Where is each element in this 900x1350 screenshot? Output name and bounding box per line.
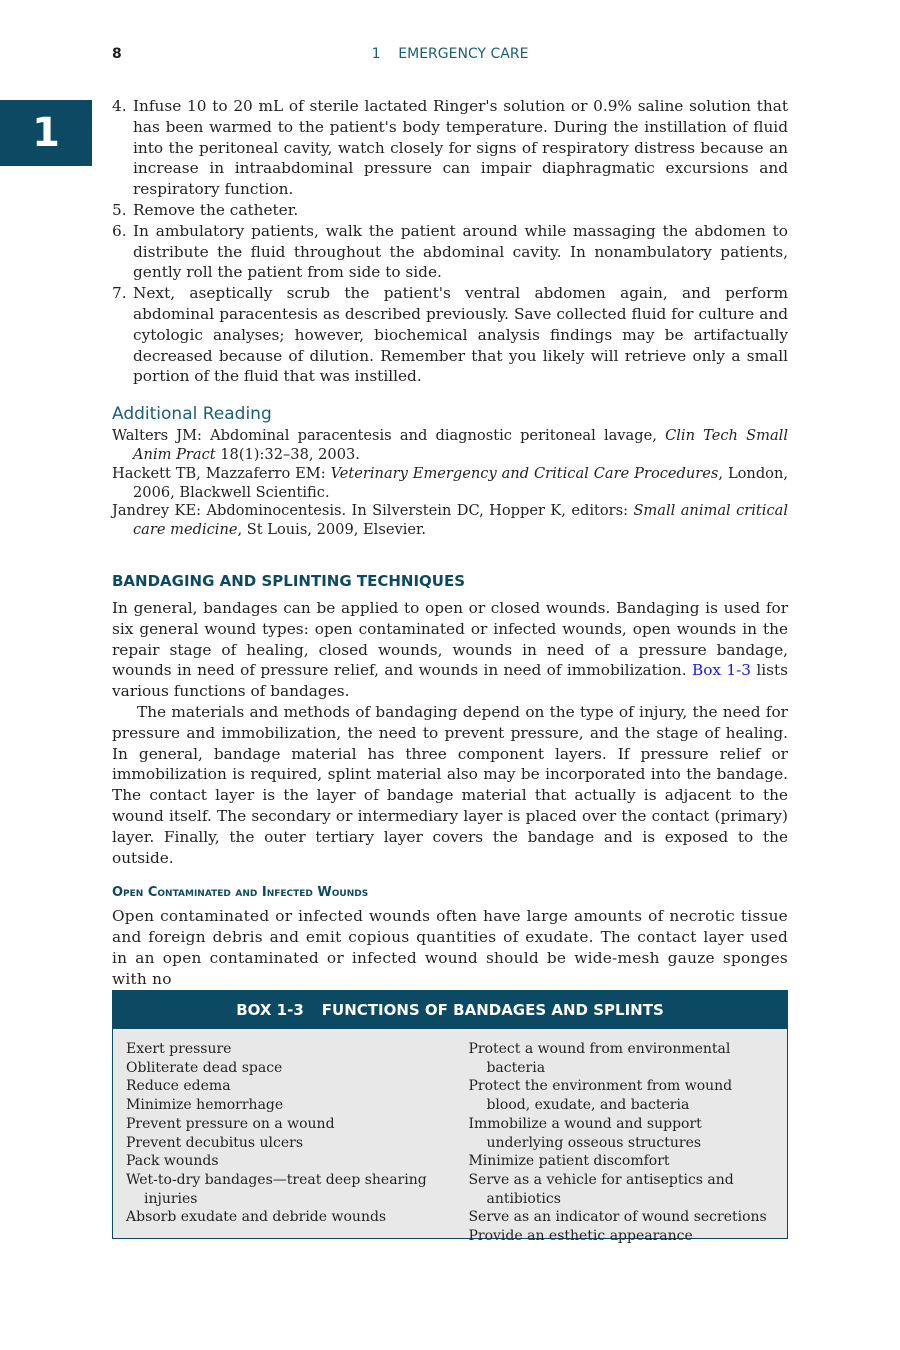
list-item (112, 283, 788, 387)
main-content (112, 96, 788, 989)
reference-text: Jandrey KE: Abdominocentesis. In Silverstein DC, Hopper K, editors: (112, 502, 634, 520)
step-number: 7. (112, 284, 127, 303)
reference-text: Walters JM: Abdominal paracentesis and diagnostic peritoneal lavage, (112, 427, 666, 445)
step-text: Remove the catheter. (133, 200, 299, 219)
paragraph-text: In general, bandages can be applied to open or closed wounds. Bandaging is used for six general wound types: open contaminated or infected wounds, open wounds in the repair stage of healing, closed wounds, wounds in need of a pressure bandage, wounds in need of pressure relief, and wounds in need of immobilization. (112, 598, 788, 680)
reference-item (112, 427, 788, 465)
paragraph (112, 598, 788, 702)
list-item: Immobilize a wound and support underlying osseous structures (468, 1115, 702, 1151)
box-columns (113, 1029, 787, 1246)
list-item: Provide an esthetic appearance (468, 1228, 693, 1245)
list-item: Pack wounds (126, 1153, 219, 1170)
reference-source: Veterinary Emergency and Critical Care Procedures (330, 464, 719, 482)
step-text: In ambulatory patients, walk the patient around while massaging the abdomen to distribute the fluid throughout the abdominal cavity. In nonambulatory patients, gently roll the patient from side to side. (133, 221, 788, 282)
list-item: Obliterate dead space (126, 1059, 283, 1076)
reference-source: Small animal critical care medicine (133, 502, 788, 539)
info-box (112, 990, 788, 1245)
list-item (112, 96, 788, 200)
box-link[interactable]: Box 1-3 (691, 661, 752, 680)
list-item: Exert pressure (126, 1041, 232, 1057)
box-list-left (126, 1040, 468, 1246)
list-item: Reduce edema (126, 1078, 231, 1095)
step-number: 5. (112, 200, 127, 219)
list-item: Minimize hemorrhage (126, 1097, 284, 1114)
chapter-tab: 1 (0, 100, 92, 166)
reference-item (112, 502, 788, 540)
paragraph: Open contaminated or infected wounds often have large amounts of necrotic tissue and foreign debris and emit copious quantities of exudate. The contact layer used in an open contaminated or infected wound should be wide-mesh gauze sponges with no (112, 907, 788, 988)
additional-reading-heading: Additional Reading (112, 404, 272, 425)
list-item (112, 200, 788, 221)
list-item: Protect the environment from wound blood, exudate, and bacteria (468, 1078, 733, 1114)
box-title: FUNCTIONS OF BANDAGES AND SPLINTS (321, 1001, 664, 1019)
procedure-steps (112, 96, 788, 387)
reference-text: Hackett TB, Mazzaferro EM: (112, 464, 331, 482)
list-item: Protect a wound from environmental bacteria (468, 1041, 731, 1076)
running-head: 1 EMERGENCY CARE (371, 46, 529, 62)
box-header (113, 991, 787, 1029)
list-item: Minimize patient discomfort (468, 1153, 670, 1170)
list-item (112, 221, 788, 283)
reference-text: , London, 2006, Blackwell Scientific. (133, 464, 788, 501)
step-number: 4. (112, 97, 127, 115)
subsection-heading: Open Contaminated and Infected Wounds (112, 885, 369, 901)
reference-text: , St Louis, 2009, Elsevier. (237, 521, 427, 539)
list-item: Serve as a vehicle for antiseptics and antibiotics (468, 1171, 734, 1207)
reference-list (112, 427, 788, 540)
step-text: Infuse 10 to 20 mL of sterile lactated Ringer's solution or 0.9% saline solution that has been warmed to the patient's body temperature. During the instillation of fluid into the peritoneal cavity, watch closely for signs of respiratory distress because an increase in intraabdominal pressure can impair diaphragmatic excursions and respiratory function. (133, 97, 788, 199)
step-number: 6. (112, 221, 127, 240)
reference-text: 18(1):32–38, 2003. (215, 445, 360, 463)
page-number: 8 (112, 46, 122, 62)
section-heading: BANDAGING AND SPLINTING TECHNIQUES (112, 571, 466, 590)
box-list-right (468, 1040, 774, 1246)
list-item: Absorb exudate and debride wounds (126, 1209, 387, 1226)
reference-source: Clin Tech Small Anim Pract (133, 427, 789, 463)
list-item: Prevent pressure on a wound (126, 1115, 335, 1132)
box-label: BOX 1-3 (236, 1001, 304, 1019)
list-item: Serve as an indicator of wound secretions (468, 1209, 767, 1226)
paragraph: The materials and methods of bandaging depend on the type of injury, the need for pressure and immobilization, the need to prevent pressure, and the stage of healing. In general, bandage material has three component layers. If pressure relief or immobilization is required, splint material also may be incorporated into the bandage. The contact layer is the layer of bandage material that actually is adjacent to the wound itself. The secondary or intermediary layer is placed over the contact (primary) layer. Finally, the outer tertiary layer covers the bandage and is exposed to the outside. (112, 702, 788, 867)
paragraph-text: lists various functions of bandages. (112, 661, 788, 701)
reference-item (112, 465, 788, 503)
list-item: Prevent decubitus ulcers (126, 1134, 304, 1151)
step-text: Next, aseptically scrub the patient's ventral abdomen again, and perform abdominal paracentesis as described previously. Save collected fluid for culture and cytologic analyses; however, biochemical analysis findings may be artifactually decreased because of dilution. Remember that you likely will retrieve only a small portion of the fluid that was instilled. (133, 284, 788, 386)
list-item: Wet-to-dry bandages—treat deep shearing injuries (126, 1171, 427, 1207)
